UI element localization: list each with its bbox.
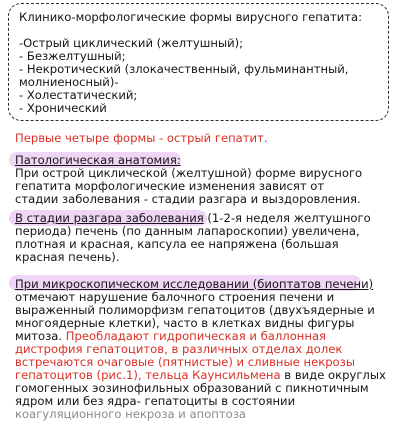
peak-line: плотная и красная, капсула ее напряжена (большая: [15, 237, 339, 251]
micro-mixed-black: митоза.: [15, 329, 66, 343]
micro-last-red: гепатоцитов (рис.1), тельца Каунсильмена: [15, 368, 281, 382]
micro-tail-line: гомогенных эозинофильных образований с пикнотичным: [15, 381, 369, 395]
forms-title: Клинико-морфологические формы вирусного гепатита:: [19, 10, 363, 24]
peak-line-rest: (1-2-я неделя желтушного: [203, 211, 371, 225]
form-item: - Холестатический;: [19, 88, 138, 102]
peak-section: [15, 212, 393, 264]
pathology-line: При острой циклической (желтушной) форме вирусного: [15, 166, 363, 180]
peak-heading: В стадии разгара заболевания: [15, 211, 204, 225]
form-item: - Безжелтушный;: [19, 49, 126, 63]
micro-mixed-red: Преобладают гидропическая и баллонная: [65, 329, 327, 343]
micro-heading-rest: (биоптатов печени): [249, 277, 374, 291]
form-item: -Острый циклический (желтушный);: [19, 36, 244, 50]
form-item: - Некротический (злокачественный, фульминантный,: [19, 62, 349, 76]
peak-line: периода) печень (по данным лапароскопии) увеличена,: [15, 224, 360, 238]
pathology-heading: Патологическая анатомия:: [15, 153, 181, 167]
forms-box: [8, 3, 389, 121]
micro-line: отмечают нарушение балочного строения печени и: [15, 290, 335, 304]
micro-last-black: в виде округлых: [280, 368, 386, 382]
pathology-line: стадии заболевания - стадии разгара и выздоровления.: [15, 192, 361, 206]
form-item: молниеносный)-: [19, 75, 119, 89]
micro-line: многоядерные клетки), часто в клетках видны фигуры: [15, 316, 355, 330]
micro-cut-line: коагуляционного некроза и апоптоза: [15, 407, 246, 421]
acute-note: Первые четыре формы - острый гепатит.: [15, 131, 268, 145]
micro-line: выраженный полиморфизм гепатоцитов (двухъядерные и: [15, 303, 375, 317]
micro-red-line: встречаются очаговые (пятнистые) и сливные некрозы: [15, 355, 355, 369]
micro-tail-line: ядром или без ядра- гепатоциты в состоянии: [15, 394, 296, 408]
micro-heading: При микроскопическом исследовании: [15, 277, 250, 291]
form-item: - Хронический: [19, 101, 107, 115]
pathology-section: [15, 154, 393, 206]
peak-line: красная печень).: [15, 250, 120, 264]
pathology-line: гепатита морфологические изменения зависят от: [15, 179, 325, 193]
micro-red-line: дистрофия гепатоцитов, в различных отделах долек: [15, 342, 343, 356]
